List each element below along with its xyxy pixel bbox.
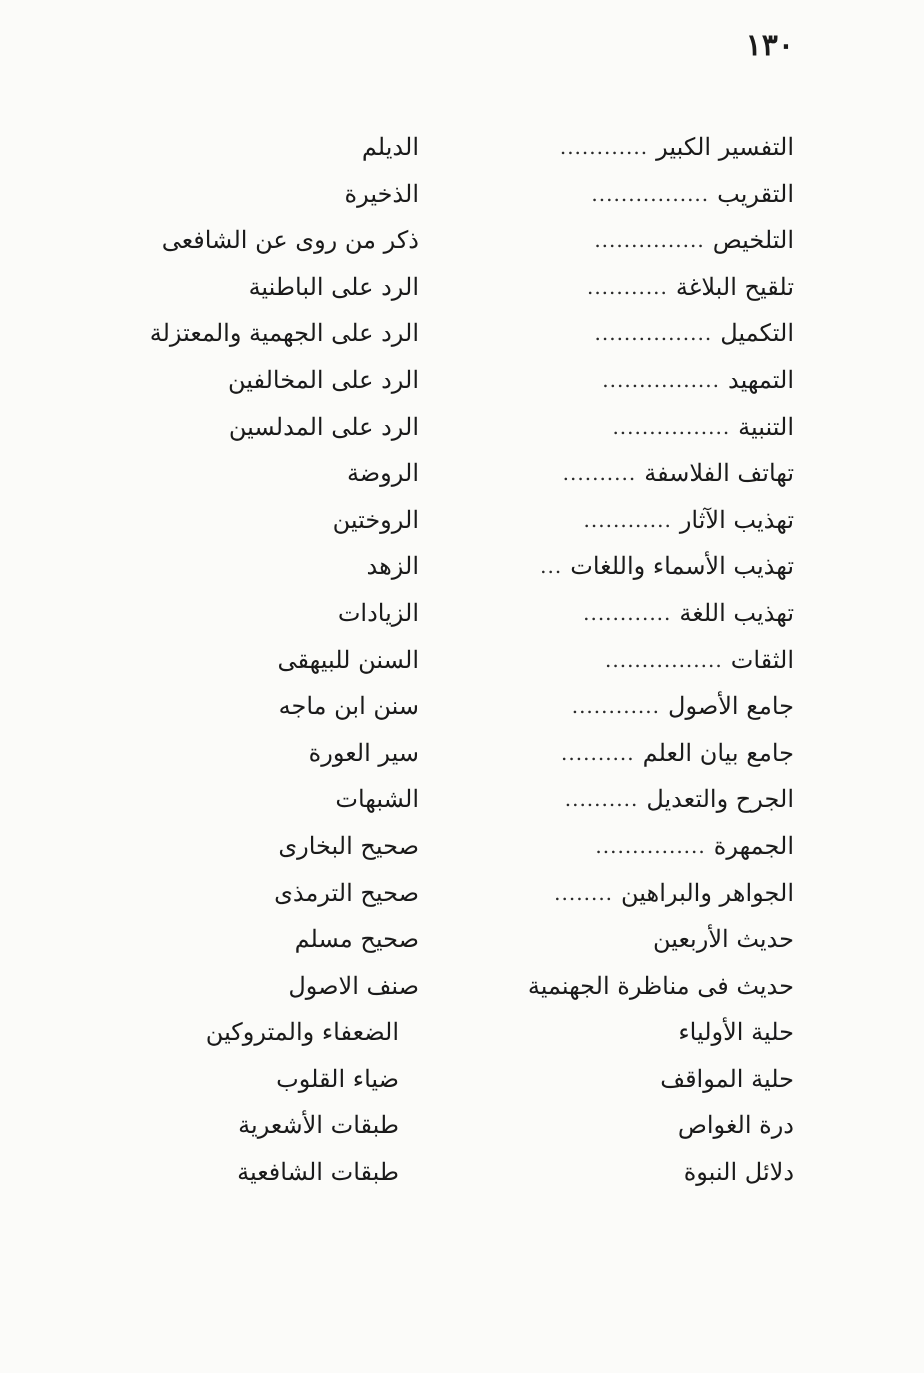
leader-dots: ............ [583,600,672,625]
index-entry [464,404,794,451]
page-number: ١٣٠ [745,28,794,63]
entry-title: الجواهر والبراهين [621,878,794,907]
index-entry: الروضة [346,459,419,488]
index-entry [464,823,794,870]
entry-title: حلية المواقف [660,1064,794,1093]
index-entry [464,870,794,917]
index-entry: سير العورة [308,738,419,767]
index-entry [464,171,794,218]
entry-title: حلية الأولياء [678,1018,794,1047]
entry-title: الجرح والتعديل [646,785,794,814]
index-entry: الشبهات [335,785,419,814]
entry-title: الجمهرة [713,831,794,860]
index-column-right [464,124,794,1196]
index-entry: الرد على المخالفين [227,365,419,394]
index-entry [464,264,794,311]
index-entry [464,310,794,357]
index-entry: صحيح الترمذى [274,878,419,907]
index-entry [464,963,794,1010]
index-entry [464,217,794,264]
index-entry: صحيح مسلم [294,925,419,954]
entry-title: التقريب [717,179,794,208]
index-entry: الرد على الباطنية [248,272,419,301]
index-entry [464,683,794,730]
index-entry [464,916,794,963]
index-entry: الرد على المدلسين [228,412,419,441]
index-entry: الذخيرة [344,179,419,208]
index-entry: سنن ابن ماجه [278,692,419,721]
leader-dots: .......... [561,740,635,765]
leader-dots: ............... [594,228,705,253]
leader-dots: ... [540,554,563,579]
entry-title: التنبية [738,412,794,441]
entry-title: تهذيب اللغة [679,598,794,627]
leader-dots: ........... [586,274,668,299]
entry-title: حديث الأربعين [652,925,794,954]
index-entry [464,357,794,404]
entry-title: التكميل [720,319,794,348]
index-entry [464,543,794,590]
leader-dots: ................ [605,647,723,672]
index-entry [464,1102,794,1149]
index-column-left [109,124,419,1196]
index-entry: الزهد [366,552,419,581]
entry-title: التمهيد [728,365,794,394]
index-entry [464,637,794,684]
index-entry: السنن للبيهقى [277,645,419,674]
index-entry [464,497,794,544]
leader-dots: ................ [602,367,720,392]
index-entry [464,776,794,823]
leader-dots: ............ [559,135,649,159]
entry-title: جامع بيان العلم [642,738,794,767]
entry-title: تهاتف الفلاسفة [644,459,794,488]
index-entry [464,1056,794,1103]
leader-dots: ........ [554,880,614,905]
leader-dots: ............ [583,507,672,532]
index-entry: الروختين [332,505,419,534]
index-entry [464,730,794,777]
index-entry: الزيادات [337,598,419,627]
index-entry: صحيح البخارى [278,831,419,860]
entry-title: التفسير الكبير [656,133,794,161]
index-entry [464,450,794,497]
leader-dots: .......... [562,461,637,486]
entry-title: جامع الأصول [668,692,794,721]
index-entry: صنف الاصول [288,971,419,1000]
leader-dots: ............... [595,833,706,858]
leader-dots: ................ [591,181,710,206]
index-entry: ذكر من روى عن الشافعى [161,226,419,255]
leader-dots: .......... [564,787,639,812]
index-entry: الديلم [361,133,419,161]
index-entry: ضياء القلوب [276,1064,399,1093]
leader-dots: ................ [612,414,731,439]
index-entry: طبقات الشافعية [237,1158,399,1187]
index-entry: طبقات الأشعرية [238,1111,399,1140]
index-entry [464,590,794,637]
entry-title: درة الغواص [677,1111,794,1140]
entry-title: تهذيب الأسماء واللغات [570,552,794,581]
entry-title: دلائل النبوة [683,1158,794,1187]
entry-title: التلخيص [712,226,794,255]
entry-title: حديث فى مناظرة الجهنمية [527,971,794,1000]
index-entry: الضعفاء والمتروكين [205,1018,399,1047]
index-entry [464,124,794,171]
index-entry [464,1009,794,1056]
index-entry: الرد على الجهمية والمعتزلة [149,319,419,348]
entry-title: تلقيح البلاغة [675,272,794,301]
index-entry [464,1149,794,1196]
leader-dots: ................ [594,321,713,346]
entry-title: الثقات [730,645,794,674]
entry-title: تهذيب الآثار [679,505,794,534]
leader-dots: ............ [571,694,661,719]
